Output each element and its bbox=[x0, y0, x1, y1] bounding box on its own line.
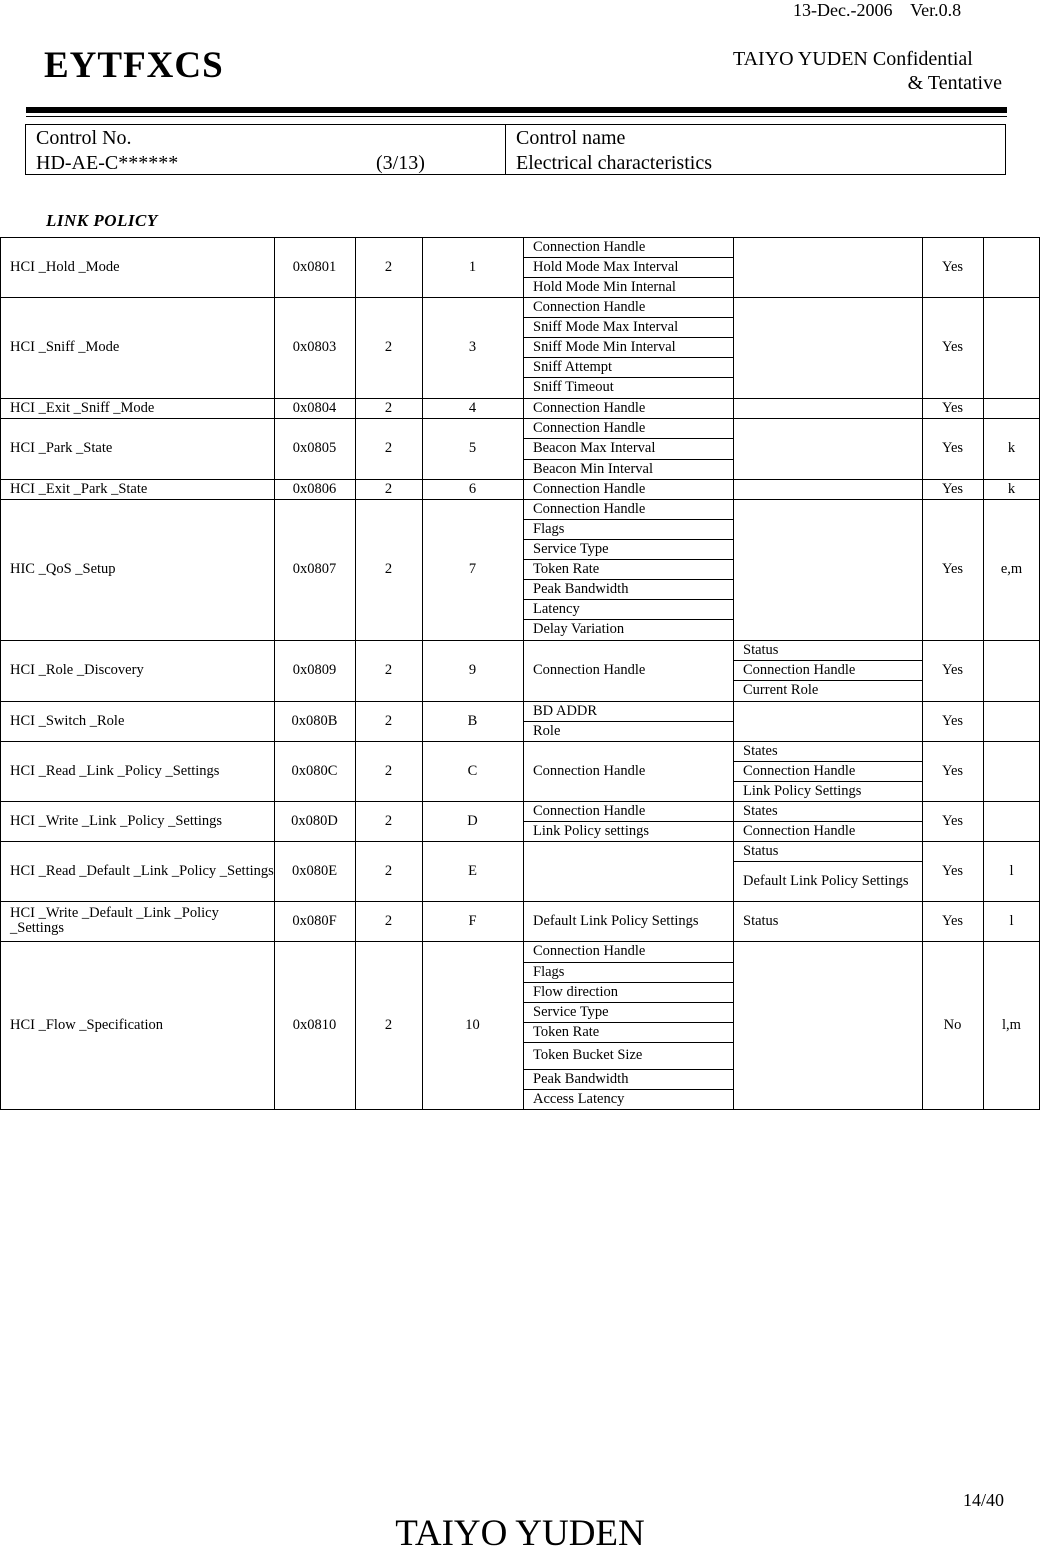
note: k bbox=[1007, 480, 1016, 497]
parameter: Link Policy settings bbox=[533, 822, 649, 839]
command-name: HCI _Role _Discovery bbox=[10, 662, 144, 678]
support-flag: Yes bbox=[941, 912, 964, 929]
opcode: 0x0804 bbox=[292, 399, 337, 416]
parameter: Hold Mode Min Internal bbox=[533, 278, 676, 295]
parameter: Latency bbox=[533, 600, 580, 617]
support-flag: Yes bbox=[941, 258, 964, 275]
parameter: Connection Handle bbox=[533, 762, 646, 779]
note bbox=[983, 801, 1040, 841]
header-rule-thick bbox=[26, 107, 1007, 113]
parameter: Connection Handle bbox=[533, 298, 646, 315]
return-value: Status bbox=[743, 842, 779, 859]
opcode: 0x0806 bbox=[292, 480, 337, 497]
ogf: 2 bbox=[384, 258, 393, 275]
command-name: HCI _Flow _Specification bbox=[10, 1016, 164, 1033]
column-rule bbox=[274, 237, 275, 1110]
note bbox=[983, 297, 1040, 398]
note bbox=[983, 701, 1040, 741]
control-no-value: HD-AE-C****** bbox=[36, 152, 179, 174]
confidential-label: TAIYO YUDEN Confidential bbox=[733, 48, 973, 70]
support-flag: Yes bbox=[941, 339, 964, 355]
ocf: D bbox=[467, 812, 478, 829]
opcode: 0x0803 bbox=[292, 339, 337, 355]
column-rule bbox=[355, 237, 356, 1110]
note bbox=[983, 398, 1040, 418]
parameter: Token Rate bbox=[533, 560, 600, 577]
ocf: 1 bbox=[468, 258, 477, 275]
ocf: 7 bbox=[468, 561, 477, 577]
control-page: (3/13) bbox=[376, 152, 425, 174]
parameter: Peak Bandwidth bbox=[533, 580, 629, 597]
ogf: 2 bbox=[384, 339, 393, 355]
return-value: States bbox=[743, 802, 778, 819]
date-version: 13-Dec.-2006 Ver.0.8 bbox=[793, 0, 962, 20]
parameter: Flags bbox=[533, 963, 565, 980]
support-flag: Yes bbox=[941, 712, 964, 729]
column-rule bbox=[983, 237, 984, 1110]
support-flag: Yes bbox=[941, 561, 964, 577]
document-code: EYTFXCS bbox=[44, 45, 224, 86]
ogf: 2 bbox=[384, 440, 393, 456]
command-name: HCI _Switch _Role bbox=[10, 712, 125, 729]
parameter: Sniff Timeout bbox=[533, 379, 614, 395]
note bbox=[983, 237, 1040, 297]
opcode: 0x0807 bbox=[292, 561, 337, 577]
parameter: Flow direction bbox=[533, 983, 618, 1000]
parameter: Connection Handle bbox=[533, 943, 646, 959]
parameter: Service Type bbox=[533, 540, 609, 557]
opcode: 0x0810 bbox=[292, 1016, 337, 1033]
ocf: C bbox=[467, 762, 478, 779]
parameter: Connection Handle bbox=[533, 500, 646, 517]
section-title: LINK POLICY bbox=[46, 211, 158, 230]
ogf: 2 bbox=[384, 712, 393, 729]
ocf: E bbox=[468, 862, 477, 879]
ocf: 9 bbox=[468, 662, 477, 678]
footer-company: TAIYO YUDEN bbox=[395, 1513, 645, 1554]
control-no-label: Control No. bbox=[36, 127, 132, 149]
support-flag: Yes bbox=[941, 862, 964, 879]
support-flag: Yes bbox=[941, 812, 964, 829]
ocf: 10 bbox=[465, 1016, 480, 1033]
control-divider bbox=[505, 125, 506, 174]
ocf: 6 bbox=[468, 480, 477, 497]
parameter: Service Type bbox=[533, 1003, 609, 1020]
return-value: Connection Handle bbox=[743, 822, 856, 839]
command-name: HCI _Exit _Park _State bbox=[10, 480, 148, 497]
ogf: 2 bbox=[384, 480, 393, 497]
column-rule bbox=[0, 237, 1, 1110]
parameter: Default Link Policy Settings bbox=[533, 912, 699, 929]
parameter: Connection Handle bbox=[533, 238, 646, 255]
column-rule bbox=[422, 237, 423, 1110]
opcode: 0x080D bbox=[291, 812, 338, 829]
parameter: Connection Handle bbox=[533, 662, 646, 678]
parameter: Hold Mode Max Interval bbox=[533, 258, 679, 275]
note: l bbox=[1009, 862, 1014, 879]
ogf: 2 bbox=[384, 1016, 393, 1033]
support-flag: Yes bbox=[941, 399, 964, 416]
return-value: Connection Handle bbox=[743, 661, 856, 678]
parameter: Access Latency bbox=[533, 1090, 625, 1107]
parameter: Connection Handle bbox=[533, 802, 646, 819]
return-value: Link Policy Settings bbox=[743, 782, 862, 799]
ogf: 2 bbox=[384, 862, 393, 879]
ogf: 2 bbox=[384, 561, 393, 577]
control-name-label: Control name bbox=[516, 127, 626, 149]
command-name: HCI _Read _Link _Policy _Settings bbox=[10, 762, 220, 779]
tentative-label: & Tentative bbox=[907, 72, 1002, 94]
support-flag: Yes bbox=[941, 480, 964, 497]
control-name-value: Electrical characteristics bbox=[516, 152, 712, 174]
opcode: 0x0805 bbox=[292, 440, 337, 456]
ocf: F bbox=[468, 912, 477, 929]
parameter: Sniff Attempt bbox=[533, 358, 613, 375]
parameter: Peak Bandwidth bbox=[533, 1070, 629, 1087]
ogf: 2 bbox=[384, 662, 393, 678]
command-name: HCI _Write _Link _Policy _Settings bbox=[10, 812, 223, 829]
control-box bbox=[25, 124, 1006, 175]
parameter: Flags bbox=[533, 520, 565, 537]
return-value: Status bbox=[743, 912, 779, 929]
ocf: 3 bbox=[468, 339, 477, 355]
opcode: 0x080F bbox=[292, 912, 337, 929]
parameter: Token Rate bbox=[533, 1023, 600, 1040]
parameter: Delay Variation bbox=[533, 621, 625, 637]
ogf: 2 bbox=[384, 399, 393, 416]
return-value: States bbox=[743, 742, 778, 759]
return-value: Current Role bbox=[743, 682, 819, 698]
opcode: 0x080E bbox=[291, 862, 338, 879]
command-name: HCI _Write _Default _Link _Policy _Settings bbox=[10, 905, 219, 936]
note: l bbox=[1009, 912, 1014, 929]
ogf: 2 bbox=[384, 762, 393, 779]
parameter: Connection Handle bbox=[533, 399, 646, 416]
column-rule bbox=[733, 237, 734, 1110]
ocf: B bbox=[467, 712, 478, 729]
header-rule-thin bbox=[26, 116, 1007, 117]
ogf: 2 bbox=[384, 812, 393, 829]
command-name: HCI _Sniff _Mode bbox=[10, 339, 120, 355]
parameter: Role bbox=[533, 722, 561, 739]
row-divider bbox=[0, 1109, 1040, 1110]
command-name: HCI _Park _State bbox=[10, 440, 113, 456]
command-name: HIC _QoS _Setup bbox=[10, 561, 116, 577]
command-name: HCI _Hold _Mode bbox=[10, 258, 120, 275]
parameter: Token Bucket Size bbox=[533, 1047, 643, 1063]
support-flag: Yes bbox=[941, 762, 964, 779]
parameter: Sniff Mode Min Interval bbox=[533, 338, 676, 355]
return-value: Connection Handle bbox=[743, 762, 856, 779]
ocf: 5 bbox=[468, 440, 477, 456]
support-flag: Yes bbox=[941, 662, 964, 678]
page-number: 14/40 bbox=[963, 1490, 1005, 1510]
opcode: 0x080B bbox=[291, 712, 338, 729]
opcode: 0x080C bbox=[291, 762, 338, 779]
return-value: Status bbox=[743, 641, 779, 658]
note: l,m bbox=[1002, 1016, 1021, 1033]
parameter: Beacon Max Interval bbox=[533, 440, 656, 456]
note bbox=[983, 741, 1040, 801]
ogf: 2 bbox=[384, 912, 393, 929]
note: k bbox=[1007, 440, 1016, 456]
ocf: 4 bbox=[468, 399, 477, 416]
note: e,m bbox=[1000, 561, 1023, 577]
opcode: 0x0801 bbox=[292, 258, 337, 275]
parameter: Connection Handle bbox=[533, 480, 646, 497]
parameter: Connection Handle bbox=[533, 419, 646, 436]
command-name: HCI _Read _Default _Link _Policy _Settings bbox=[10, 862, 274, 879]
return-value: Default Link Policy Settings bbox=[743, 872, 909, 889]
parameter: Sniff Mode Max Interval bbox=[533, 318, 679, 335]
support-flag: Yes bbox=[941, 440, 964, 456]
command-name: HCI _Exit _Sniff _Mode bbox=[10, 399, 155, 416]
support-flag: No bbox=[943, 1016, 962, 1033]
column-rule bbox=[922, 237, 923, 1110]
column-rule bbox=[523, 237, 524, 1110]
parameter: Beacon Min Interval bbox=[533, 460, 653, 477]
opcode: 0x0809 bbox=[292, 662, 337, 678]
parameter: BD ADDR bbox=[533, 702, 598, 719]
note bbox=[983, 640, 1040, 701]
